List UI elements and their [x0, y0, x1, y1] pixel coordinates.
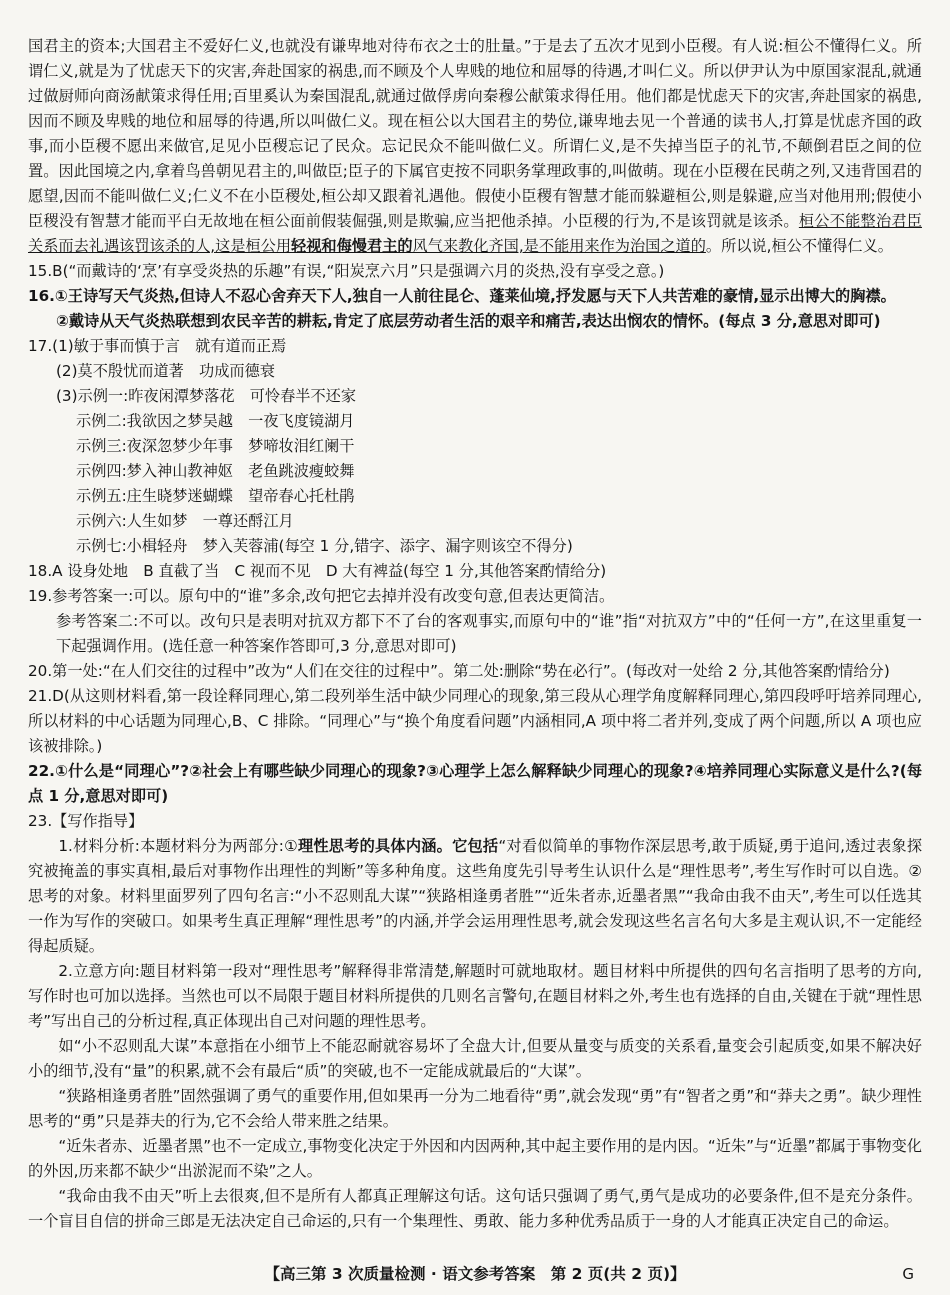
answer-21: 21.D(从这则材料看,第一段诠释同理心,第二段列举生活中缺少同理心的现象,第三段从心理学角度解释同理心,第四段呼吁培养同理心,所以材料的中心话题为同理心,B、C 排除。“同理心”与“换个角度看问题”内涵相同,A 项中将二者并列,变成了两个问题,所以 A 项也应该被排除。)	[28, 687, 922, 755]
example-7: 示例七:小楫轻舟 梦入芙蓉浦(每空 1 分,错字、添字、漏字则该空不得分)	[76, 537, 573, 555]
example-3: 示例三:夜深忽梦少年事 梦啼妆泪红阑干	[76, 437, 355, 455]
answer-22: 22.①什么是“同理心”?②社会上有哪些缺少同理心的现象?③心理学上怎么解释缺少同理心的现象?④培养同理心实际意义是什么?(每点 1 分,意思对即可)	[28, 762, 922, 805]
answer-18: 18.A 设身处地 B 直截了当 C 视而不见 D 大有裨益(每空 1 分,其他答案酌情给分)	[28, 562, 607, 580]
answer-16-a: 16.①王诗写天气炎热,但诗人不忍心舍弃天下人,独自一人前往昆仑、蓬莱仙境,抒发愿与天下人共苦难的豪情,显示出博大的胸襟。	[28, 287, 896, 305]
example-5: 示例五:庄生晓梦迷蝴蝶 望帝春心托杜鹃	[76, 487, 355, 505]
paper-code: G	[902, 1265, 914, 1283]
translation-text: 国君主的资本;大国君主不爱好仁义,也就没有谦卑地对待布衣之士的肚量。”于是去了五次才见到小臣稷。有人说:桓公不懂得仁义。所谓仁义,就是为了忧虑天下的灾害,奔赴国家的祸患,而不顾及个人卑贱的地位和屈辱的待遇,才叫仁义。所以伊尹认为中原国家混乱,就通过做厨师向商汤献策求得任用;百里奚认为秦国混乱,就通过做俘虏向秦穆公献策求得任用。他们都是忧虑天下的灾害,奔赴国家的祸患,因而不顾及卑贱的地位和屈辱的待遇,所以叫做仁义。现在桓公以大国君主的势位,谦卑地去见一个普通的读书人,打算是忧虑齐国的政事,而小臣稷不愿出来做官,足见小臣稷忘记了民众。忘记民众不能叫做仁义。所谓仁义,是不失掉当臣子的礼节,不颠倒君臣之间的位置。因此国境之内,拿着鸟兽朝见君主的,叫做臣;臣子的下属官吏按不同职务掌理政事的,叫做萌。现在小臣稷在民萌之列,又违背国君的愿望,因而不能叫做仁义;仁义不在小臣稷处,桓公却又跟着礼遇他。假使小臣稷有智慧才能而躲避桓公,则是躲避,应当对他用刑;假使小臣稷没有智慧才能而平白无故地在桓公面前假装倔强,则是欺骗,应当把他杀掉。小臣稷的行为,不是该罚就是该杀。	[28, 37, 922, 230]
answer-17-2: (2)莫不殷忧而道著 功成而德衰	[56, 362, 275, 380]
answer-23-heading: 23.【写作指导】	[28, 812, 144, 830]
writing-direction: 2.立意方向:题目材料第一段对“理性思考”解释得非常清楚,解题时可就地取材。题目材料中所提供的四句名言指明了思考的方向,写作时也可加以选择。当然也可以不局限于题目材料所提供的几则名言警句,在题目材料之外,考生也有选择的自由,关键在于就“理性思考”写出自己的分析过程,真正体现出自己对问题的理性思考。	[28, 962, 922, 1030]
page-footer: 【高三第 3 次质量检测 · 语文参考答案 第 2 页(共 2 页)】	[264, 1265, 686, 1283]
writing-material-analysis	[28, 834, 922, 959]
analysis-bold: 理性思考的具体内涵。它包括	[297, 837, 499, 855]
answer-17-1: 17.(1)敏于事而慎于言 就有道而正焉	[28, 337, 287, 355]
translation-underlined-3: 风气来教化齐国,是不能用来作为治国之道的	[412, 237, 706, 255]
answer-17-3: (3)示例一:昨夜闲潭梦落花 可怜春半不还家	[56, 387, 357, 405]
writing-example-4: “我命由我不由天”听上去很爽,但不是所有人都真正理解这句话。这句话只强调了勇气,勇气是成功的必要条件,但不是充分条件。一个盲目自信的拼命三郎是无法决定自己命运的,只有一个集理性、勇敢、能力多种优秀品质于一身的人才能真正决定自己的命运。	[28, 1187, 922, 1230]
answer-19-a: 19.参考答案一:可以。原句中的“谁”多余,改句把它去掉并没有改变句意,但表达更简洁。	[28, 587, 615, 605]
translation-bold: 轻视和侮慢君主的	[291, 237, 413, 255]
answer-page	[28, 34, 922, 1234]
translation-underlined: 桓公不能整治君臣关系而去礼遇该罚该杀的人,	[28, 212, 922, 255]
example-2: 示例二:我欲因之梦吴越 一夜飞度镜湖月	[76, 412, 355, 430]
writing-example-1: 如“小不忍则乱大谋”本意指在小细节上不能忍耐就容易坏了全盘大计,但要从量变与质变的关系看,量变会引起质变,如果不解决好小的细节,没有“量”的积累,就不会有最后“质”的突破,也不一定能成就最后的“大谋”。	[28, 1037, 922, 1080]
answer-20: 20.第一处:“在人们交往的过程中”改为“人们在交往的过程中”。第二处:删除“势在必行”。(每改对一处给 2 分,其他答案酌情给分)	[28, 662, 890, 680]
answer-19-b: 参考答案二:不可以。改句只是表明对抗双方都下不了台的客观事实,而原句中的“谁”指“对抗双方”中的“任何一方”,在这里重复一下起强调作用。(选任意一种答案作答即可,3 分,意思对即可)	[56, 612, 922, 655]
analysis-body: “对看似简单的事物作深层思考,敢于质疑,勇于追问,透过表象探究被掩盖的事实真相,最后对事物作出理性的判断”等多种角度。这些角度先引导考生认识什么是“理性思考”,考生写作时可以自选。②思考的对象。材料里面罗列了四句名言:“小不忍则乱大谋”“狭路相逢勇者胜”“近朱者赤,近墨者黑”“我命由我不由天”,考生可以任选其一作为写作的突破口。如果考生真正理解“理性思考”的内涵,并学会运用理性思考,就会发现这些名言名句大多是主观认识,不一定能经得起质疑。	[28, 837, 923, 955]
example-6: 示例六:人生如梦 一尊还酹江月	[76, 512, 294, 530]
translation-end: 。所以说,桓公不懂得仁义。	[705, 237, 893, 255]
analysis-lead: 1.材料分析:本题材料分为两部分:①	[58, 837, 298, 855]
example-4: 示例四:梦入神山教神妪 老鱼跳波瘦蛟舞	[76, 462, 355, 480]
answer-16-b: ②戴诗从天气炎热联想到农民辛苦的耕耘,肯定了底层劳动者生活的艰辛和痛苦,表达出悯农的情怀。(每点 3 分,意思对即可)	[56, 312, 881, 330]
classical-translation	[28, 34, 922, 259]
translation-underlined-2: 这是桓公用	[215, 237, 292, 255]
writing-example-3: “近朱者赤、近墨者黑”也不一定成立,事物变化决定于外因和内因两种,其中起主要作用的是内因。“近朱”与“近墨”都属于事物变化的外因,历来都不缺少“出淤泥而不染”之人。	[28, 1137, 922, 1180]
answer-15: 15.B(“而戴诗的‘烹’有享受炎热的乐趣”有误,“阳炭烹六月”只是强调六月的炎热,没有享受之意。)	[28, 262, 665, 280]
writing-example-2: “狭路相逢勇者胜”固然强调了勇气的重要作用,但如果再一分为二地看待“勇”,就会发现“勇”有“智者之勇”和“莽夫之勇”。缺少理性思考的“勇”只是莽夫的行为,它不会给人带来胜之结果。	[28, 1087, 922, 1130]
